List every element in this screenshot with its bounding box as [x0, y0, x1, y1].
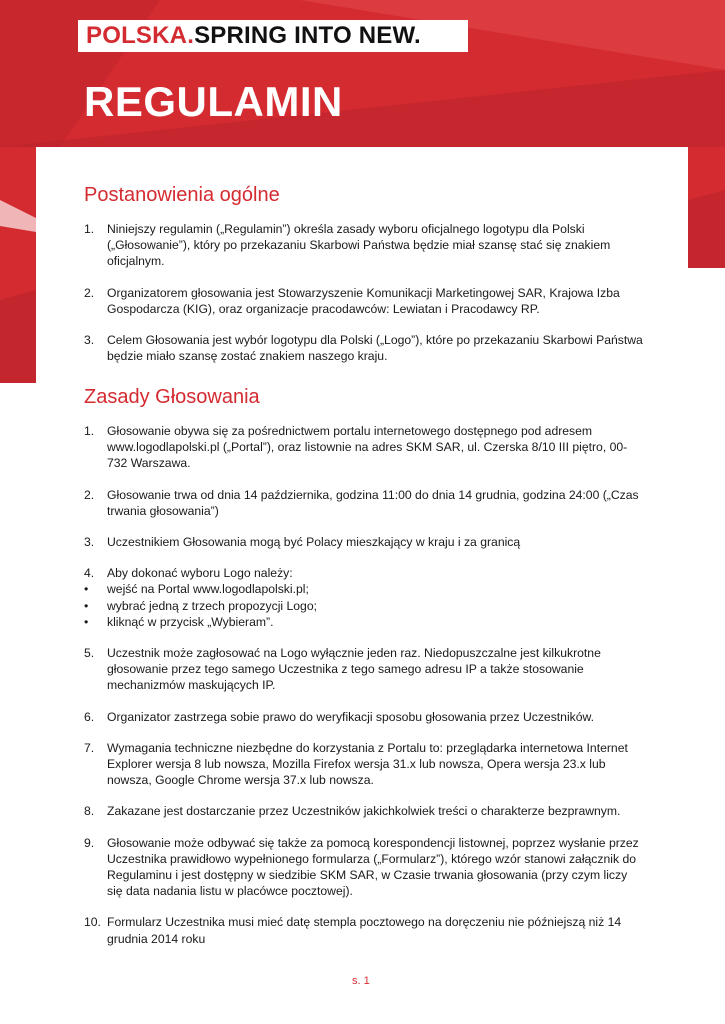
bullet-text: wybrać jedną z trzech propozycji Logo; — [107, 598, 318, 613]
bullet-list — [84, 581, 644, 630]
list-item — [84, 534, 644, 550]
voting-rules-list — [84, 423, 644, 947]
ribbon-right-dark — [688, 190, 725, 268]
list-item — [84, 803, 644, 819]
item-text: Głosowanie może odbywać się także za pomocą korespondencji listownej, poprzez wysłanie przez Uczestnika prawidłowo wypełnionego formularza („Formularz”), którego wzór stanowi załącznik do Regulaminu i jest dostępny w siedzibie SKM SAR, w Czasie trwania głosowania (przy czym liczy się data nadania listu w placówce pocztowej). — [107, 835, 639, 899]
ribbon-left-dark — [0, 290, 36, 383]
bullet-item — [84, 614, 644, 630]
item-number: 10. — [84, 915, 101, 930]
section-heading-voting-rules: Zasady Głosowania — [84, 386, 260, 408]
item-number: 1. — [84, 424, 95, 438]
list-item — [84, 709, 644, 725]
bullet-text: kliknąć w przycisk „Wybieram”. — [107, 614, 274, 629]
item-number: 7. — [84, 740, 95, 755]
page-number: s. 1 — [352, 975, 370, 987]
list-item — [84, 565, 644, 630]
item-text: Celem Głosowania jest wybór logotypu dla Polski („Logo”), które po przekazaniu Skarbowi Państwa będzie miało szansę zostać znakiem naszego kraju. — [107, 333, 643, 364]
bullet-item — [84, 598, 644, 614]
item-text: Wymagania techniczne niezbędne do korzystania z Portalu to: przeglądarka internetowa Internet Explorer wersja 8 lub nowsza, Mozilla Firefox wersja 31.x lub nowsza, Opera wersja 23.x lub nowsza, Google Chrome wersja 37.x lub nowsza. — [107, 740, 628, 788]
general-provisions-list — [84, 221, 644, 364]
item-number: 9. — [84, 835, 95, 850]
item-number: 2. — [84, 285, 95, 300]
tagline-polska: POLSKA. — [86, 22, 195, 49]
list-item — [84, 285, 644, 317]
item-number: 2. — [84, 487, 95, 502]
item-number: 3. — [84, 333, 95, 348]
item-text: Głosowanie trwa od dnia 14 października, godzina 11:00 do dnia 14 grudnia, godzina 24:00 („Czas trwania głosowania”) — [107, 487, 639, 518]
list-item — [84, 914, 644, 946]
item-number: 1. — [84, 222, 95, 236]
bullet-text: wejść na Portal www.logodlapolski.pl; — [107, 582, 309, 597]
item-text: Formularz Uczestnika musi mieć datę stempla pocztowego na doręczeniu nie późniejszą niż 14 grudnia 2014 roku — [107, 915, 622, 946]
tagline — [78, 20, 468, 52]
item-text: Organizator zastrzega sobie prawo do weryfikacji sposobu głosowania przez Uczestników. — [107, 709, 595, 724]
item-text: Aby dokonać wyboru Logo należy: — [107, 566, 293, 581]
item-number: 3. — [84, 535, 95, 550]
bullet-mark: • — [84, 598, 89, 613]
item-number: 5. — [84, 646, 95, 661]
bullet-mark: • — [84, 582, 89, 597]
item-text: Organizatorem głosowania jest Stowarzyszenie Komunikacji Marketingowej SAR, Krajowa Izba Gospodarcza (KIG), oraz organizacje pracodawców: Lewiatan i Pracodawcy RP. — [107, 285, 620, 316]
list-item — [84, 221, 644, 270]
section-heading-general: Postanowienia ogólne — [84, 184, 280, 206]
bullet-item — [84, 581, 644, 597]
item-text: Zakazane jest dostarczanie przez Uczestników jakichkolwiek treści o charakterze bezprawnym. — [107, 804, 621, 819]
item-number: 4. — [84, 566, 95, 581]
item-text: Głosowanie obywa się za pośrednictwem portalu internetowego dostępnego pod adresem www.logodlapolski.pl („Portal”), oraz listownie na adres SKM SAR, ul. Czerska 8/10 III piętro, 00-732 Warszawa. — [107, 424, 628, 471]
item-text: Niniejszy regulamin („Regulamin”) określa zasady wyboru oficjalnego logotypu dla Polski („Głosowanie”), który po przekazaniu Skarbowi Państwa będzie miał szansę stać się znakiem oficjalnym. — [107, 222, 611, 269]
list-item — [84, 487, 644, 519]
tagline-spring: SPRING INTO NEW. — [194, 22, 421, 49]
list-item — [84, 740, 644, 789]
list-item — [84, 835, 644, 900]
list-item — [84, 645, 644, 694]
item-text: Uczestnikiem Głosowania mogą być Polacy mieszkający w kraju i za granicą — [107, 535, 521, 550]
page-title: REGULAMIN — [84, 78, 343, 125]
list-item — [84, 423, 644, 472]
bullet-mark: • — [84, 614, 89, 629]
item-number: 8. — [84, 804, 95, 819]
item-text: Uczestnik może zagłosować na Logo wyłącznie jeden raz. Niedopuszczalne jest kilkukrotne głosowanie przez tego samego Uczestnika z tego samego adresu IP a także stosowanie mechanizmów maskujących IP. — [107, 646, 601, 693]
item-number: 6. — [84, 709, 95, 724]
list-item — [84, 332, 644, 364]
